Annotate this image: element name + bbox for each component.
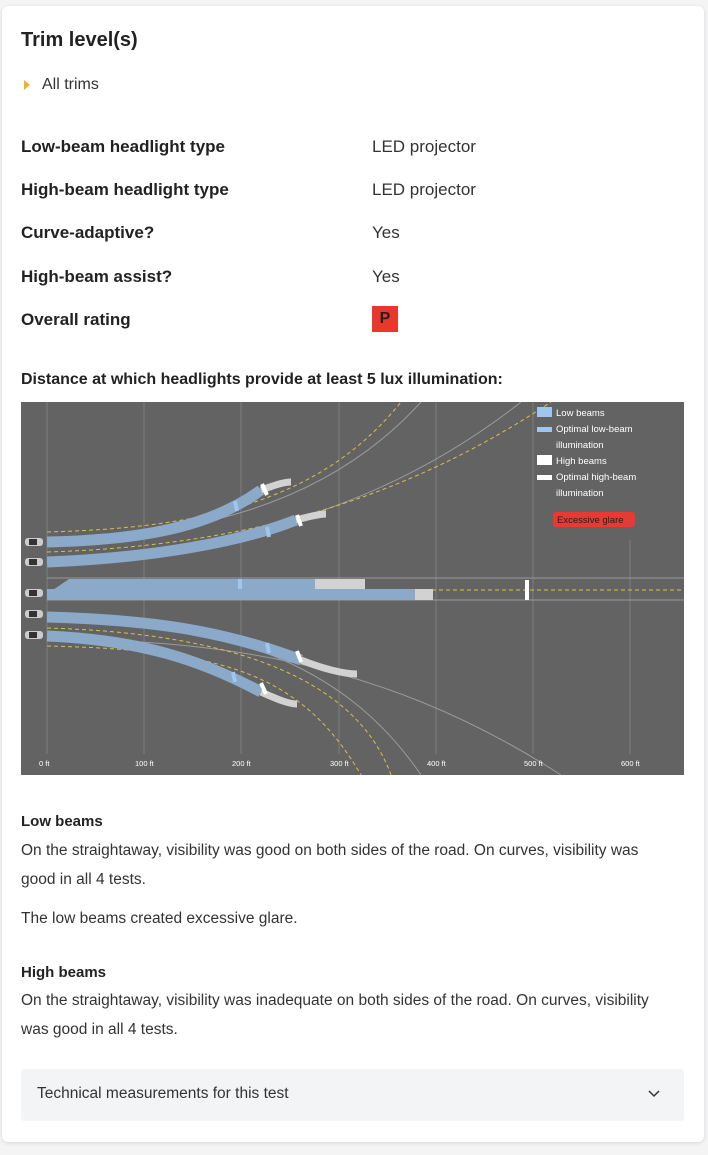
x-tick-0: 0 ft: [39, 759, 50, 768]
spec-row-curve-adaptive: [21, 223, 681, 247]
high-beams-text: On the straightaway, visibility was inadequate on both sides of the road. On curves, visibility was good in all 4 tests.: [21, 992, 649, 1038]
legend-high-beams: High beams: [556, 456, 607, 467]
spec-value: Yes: [372, 223, 400, 242]
all-trims-toggle[interactable]: [21, 76, 99, 94]
spec-row-overall-rating: [21, 310, 681, 334]
legend-optimal-low-swatch: [537, 427, 552, 432]
legend-optimal-high-swatch: [537, 475, 552, 480]
straight-low-beam-right: [47, 589, 415, 600]
straight-high-beam-right: [415, 589, 433, 600]
x-tick-600: 600 ft: [621, 759, 640, 768]
low-beams-heading: Low beams: [21, 813, 103, 830]
technical-measurements-accordion[interactable]: [21, 1069, 684, 1121]
optimal-low-marker-straight: [238, 579, 242, 589]
spec-label: Curve-adaptive?: [21, 223, 155, 242]
spec-value: LED projector: [372, 180, 476, 199]
legend-low-beams: Low beams: [556, 408, 605, 419]
legend-optimal-high-2: illumination: [556, 488, 604, 499]
x-tick-100: 100 ft: [135, 759, 154, 768]
spec-label: High-beam assist?: [21, 267, 173, 286]
legend-high-beams-swatch: [537, 455, 552, 465]
spec-value: Yes: [372, 267, 400, 286]
rating-badge: P: [372, 306, 398, 332]
low-beams-glare-text: The low beams created excessive glare.: [21, 910, 298, 927]
headlight-distance-diagram: [21, 402, 684, 775]
legend-low-beams-swatch: [537, 407, 552, 417]
spec-label: High-beam headlight type: [21, 180, 229, 199]
legend-glare: Excessive glare: [557, 515, 624, 526]
all-trims-label: All trims: [42, 76, 99, 93]
spec-row-low-beam-type: [21, 137, 681, 161]
trim-title: Trim level(s): [21, 29, 138, 51]
spec-label: Low-beam headlight type: [21, 137, 226, 156]
spec-row-high-beam-assist: [21, 267, 681, 291]
x-tick-500: 500 ft: [524, 759, 543, 768]
spec-row-high-beam-type: [21, 180, 681, 204]
legend-optimal-low-2: illumination: [556, 440, 604, 451]
spec-label: Overall rating: [21, 310, 131, 329]
chart-title: Distance at which headlights provide at least 5 lux illumination:: [21, 371, 503, 388]
spec-value: LED projector: [372, 137, 476, 156]
chevron-down-icon: [648, 1087, 660, 1099]
accordion-label: Technical measurements for this test: [37, 1085, 289, 1102]
legend-optimal-low: Optimal low-beam: [556, 424, 633, 435]
low-beams-text: On the straightaway, visibility was good on both sides of the road. On curves, visibility was good in all 4 tests.: [21, 842, 639, 888]
straight-high-beam-left: [315, 579, 365, 589]
x-tick-200: 200 ft: [232, 759, 251, 768]
x-tick-300: 300 ft: [330, 759, 349, 768]
high-beams-heading: High beams: [21, 964, 107, 981]
caret-right-icon: [24, 80, 30, 90]
legend-optimal-high: Optimal high-beam: [556, 472, 637, 483]
headlight-rating-card: [2, 6, 704, 1142]
x-tick-400: 400 ft: [427, 759, 446, 768]
